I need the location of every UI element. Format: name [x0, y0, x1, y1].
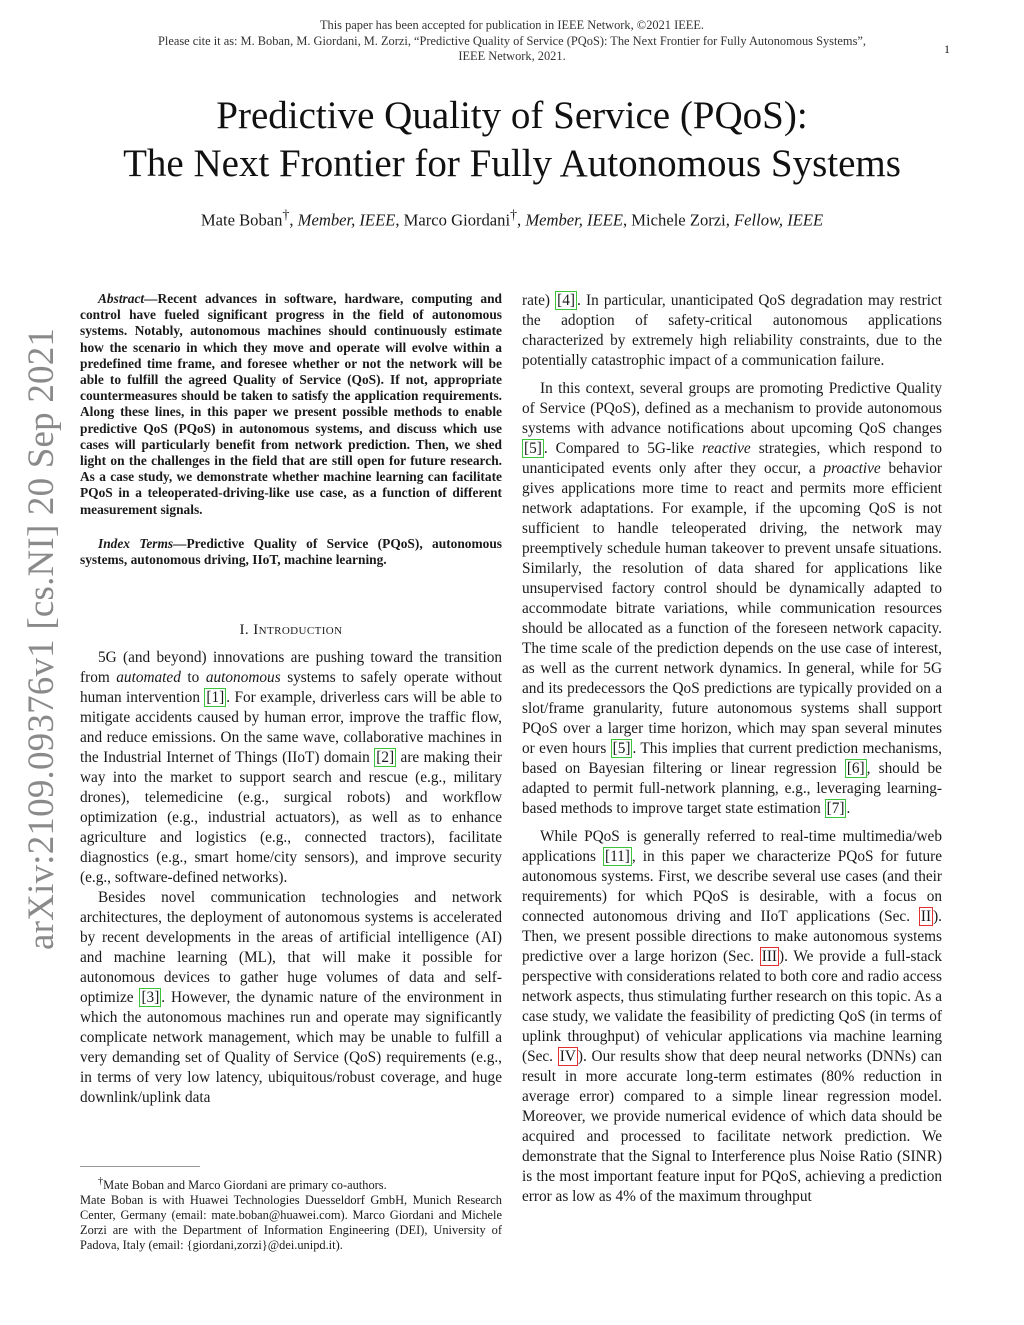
author-list: Mate Boban†, Member, IEEE, Marco Giordani†, Member, IEEE, Michele Zorzi, Fellow, IEEE [200, 207, 824, 230]
text-run: strategies, which respond to unanticipated events only after they occur, a [522, 440, 942, 477]
citation-link[interactable]: [5] [612, 740, 631, 757]
text-run: Mate Boban and Marco Giordani are primary co-authors. [103, 1178, 387, 1193]
text-run: proactive [823, 460, 881, 477]
section-link[interactable]: II [920, 908, 932, 925]
text-run: Besides novel communication technologies and network architectures, the deployment of autonomous systems is accelerated by recent developments in the areas of artificial intelligence (AI) and machine learning (ML), that will make it possible for autonomous devices to gather huge volumes of data and self-optimize [80, 889, 502, 1007]
author-role: Fellow, IEEE [734, 210, 824, 230]
notice-line-2: Please cite it as: M. Boban, M. Giordani, M. Zorzi, “Predictive Quality of Service (PQoS): The Next Frontier for Fully Autonomous Systems”, [157, 33, 866, 48]
text-run: automated [116, 669, 181, 687]
right-column [522, 291, 942, 1207]
text-run: ). Our results show that deep neural networks (DNNs) can result in more accurate long-term estimates (80% reduction in average error) compared to a simple linear regression model. Moreover, we provide numerical evidence of which data should be acquired and processed to facilitate network prediction. We demonstrate that the Signal to Interference plus Noise Ratio (SINR) is the most important feature input for PQoS, achieving a prediction error as low as 4% of the maximum throughput [522, 1048, 942, 1205]
author-mark: † [282, 207, 290, 222]
text-run: . In particular, unanticipated QoS degradation may restrict the adoption of safety-critical autonomous applications characterized by extremely high reliability constraints, due to the potentially catastrophic impact of a communication failure. [522, 292, 943, 369]
abstract-lead: Abstract— [98, 291, 158, 306]
title-line-2: The Next Frontier for Fully Autonomous Systems [123, 142, 901, 185]
notice-line-1: This paper has been accepted for publication in IEEE Network, ©2021 IEEE. [319, 18, 705, 32]
left-column [80, 291, 502, 1108]
section-heading-introduction: I. Introduction [239, 622, 343, 639]
author-role: Member, IEEE [297, 210, 396, 230]
index-terms-text: Predictive Quality of Service (PQoS), autonomous systems, autonomous driving, IIoT, machine learning. [80, 535, 503, 568]
text-run: . For example, driverless cars will be able to mitigate accidents caused by human error, improve the traffic flow, and reduce emissions. On the same wave, collaborative machines in the Industrial Internet of Things (IIoT) domain [80, 689, 502, 767]
index-terms-lead: Index Terms— [98, 535, 187, 551]
citation-link[interactable]: [7] [826, 800, 845, 817]
text-run: autonomous [205, 669, 281, 687]
page-number: 1 [944, 42, 950, 56]
right-paragraph-2 [522, 379, 942, 819]
text-run: . Compared to 5G-like [543, 440, 702, 457]
text-run: . [846, 800, 851, 817]
title-line-1: Predictive Quality of Service (PQoS): [216, 94, 808, 137]
section-link[interactable]: III [761, 948, 778, 965]
footnote-line-2: Mate Boban is with Huawei Technologies Duesseldorf GmbH, Munich Research Center, Germany (email: mate.boban@huawei.com). Marco Giordani and Michele Zorzi are with the Department of Information Engineering (DEI), University of Padova, Italy (email: {giordani,zorzi}@dei.unipd.it). [80, 1193, 502, 1253]
paper-title [0, 92, 1024, 188]
text-run: While PQoS is generally referred to real-time multimedia/web applications [522, 828, 942, 865]
text-run: In this context, several groups are promoting Predictive Quality of Service (PQoS), defined as a mechanism to provide autonomous systems with advance notifications about upcoming QoS changes [522, 380, 942, 437]
text-run: ). Then, we present possible directions to make autonomous systems predictive over a large horizon (Sec. [522, 908, 942, 965]
right-paragraph-1 [522, 291, 942, 371]
text-run: are making their way into the market to support search and rescue (e.g., military drones), telemedicine (e.g., surgical robots) and workflow optimization (e.g., industrial actuators), as well as to enhance agriculture and logistics (e.g., connected tractors), facilitate diagnostics (e.g., smart home/city sensors), and improve security (e.g., software-defined networks). [80, 749, 503, 887]
citation-link[interactable]: [6] [846, 760, 865, 777]
text-run: behavior gives applications more time to react and permits more efficient network adaptations. For example, if the upcoming QoS is not sufficient to handle teleoperated driving, the network may preemptively schedule human takeover to prevent unsafe situations. Similarly, the resolution of data shared for applications like unsupervised factory control should be dynamically adapted to accommodate bitrate variations, while communication resources should be allocated as a function of the foreseen network capacity. The time scale of the prediction depends on the use case of interest, as well as the current network dynamics. In general, while for 5G and its predecessors the QoS predictions are typically provided on a slot/frame granularity, future autonomous systems shall support PQoS over a larger time horizon, which may span several minutes or even hours [522, 460, 942, 757]
citation-link[interactable]: [2] [376, 749, 395, 767]
intro-paragraph-2 [80, 888, 502, 1108]
author-mark: † [510, 207, 518, 222]
section-link[interactable]: IV [559, 1048, 576, 1065]
text-run: . This implies that current prediction mechanisms, based on Bayesian filtering or linear regression [522, 740, 942, 777]
citation-link[interactable]: [3] [141, 989, 160, 1007]
citation-link[interactable]: [1] [206, 689, 225, 707]
intro-paragraph-1 [80, 648, 502, 888]
footnote-rule [80, 1166, 200, 1167]
text-run: , in this paper we characterize PQoS for future autonomous systems. First, we describe several use cases (and their requirements) for which PQoS is desirable, with a focus on connected autonomous driving and IIoT applications (Sec. [522, 848, 942, 925]
text-run: 5G (and beyond) innovations are pushing toward the transition from [80, 649, 502, 687]
author-name: Marco Giordani [403, 210, 511, 230]
text-run: reactive [702, 440, 751, 457]
text-run: . However, the dynamic nature of the environment in which the autonomous machines run and operate may significantly complicate network management, which may be unable to fulfill a very demanding set of Quality of Service (QoS) requirements (e.g., in terms of very low latency, ubiquitous/robust coverage, and huge downlink/uplink data [80, 989, 502, 1107]
abstract-text: Recent advances in software, hardware, computing and control have fueled significant progress in the field of autonomous systems. Notably, autonomous machines should continuously estimate how the scenario in which they move and operate will evolve within a predefined time frame, and foresee whether or not the network will be able to fulfill the agreed Quality of Service (QoS). If not, appropriate countermeasures should be taken to satisfy the application requirements. Along these lines, in this paper we present possible methods to enable predictive QoS (PQoS) in autonomous systems, and discuss which use cases will particularly benefit from network prediction. Then, we shed light on the challenges in the field that are still open for future research. As a case study, we demonstrate whether machine learning can facilitate PQoS in a teleoperated-driving-like use case, as a function of different measurement signals. [80, 291, 502, 517]
right-paragraph-3 [522, 827, 942, 1207]
text-run: ). We provide a full-stack perspective with considerations related to both core and radio access network aspects, thus stimulating further research on this topic. As a case study, we validate the feasibility of predicting QoS (in terms of uplink throughput) of vehicular applications via machine learning (Sec. [522, 948, 942, 1065]
notice-line-3: IEEE Network, 2021. [458, 49, 566, 63]
arxiv-stamp: arXiv:2109.09376v1 [cs.NI] 20 Sep 2021 [21, 327, 62, 950]
author-role: Member, IEEE [525, 210, 623, 230]
footnote [80, 1174, 502, 1253]
citation-link[interactable]: [11] [604, 848, 630, 865]
publication-notice [0, 18, 1024, 65]
footnote-line-1 [80, 1174, 502, 1193]
abstract [80, 291, 502, 518]
footnote-mark: † [98, 1176, 104, 1187]
author-name: Michele Zorzi [631, 210, 726, 230]
text-run: to [180, 669, 206, 687]
text-run: systems to safely operate without human intervention [80, 669, 502, 707]
author-name: Mate Boban [200, 210, 283, 230]
citation-link[interactable]: [5] [524, 440, 542, 457]
text-run: rate) [522, 292, 556, 309]
index-terms [80, 536, 502, 568]
text-run: , should be adapted to permit full-network planning, e.g., leveraging learning-based methods to improve target state estimation [522, 760, 942, 817]
citation-link[interactable]: [4] [557, 292, 576, 309]
